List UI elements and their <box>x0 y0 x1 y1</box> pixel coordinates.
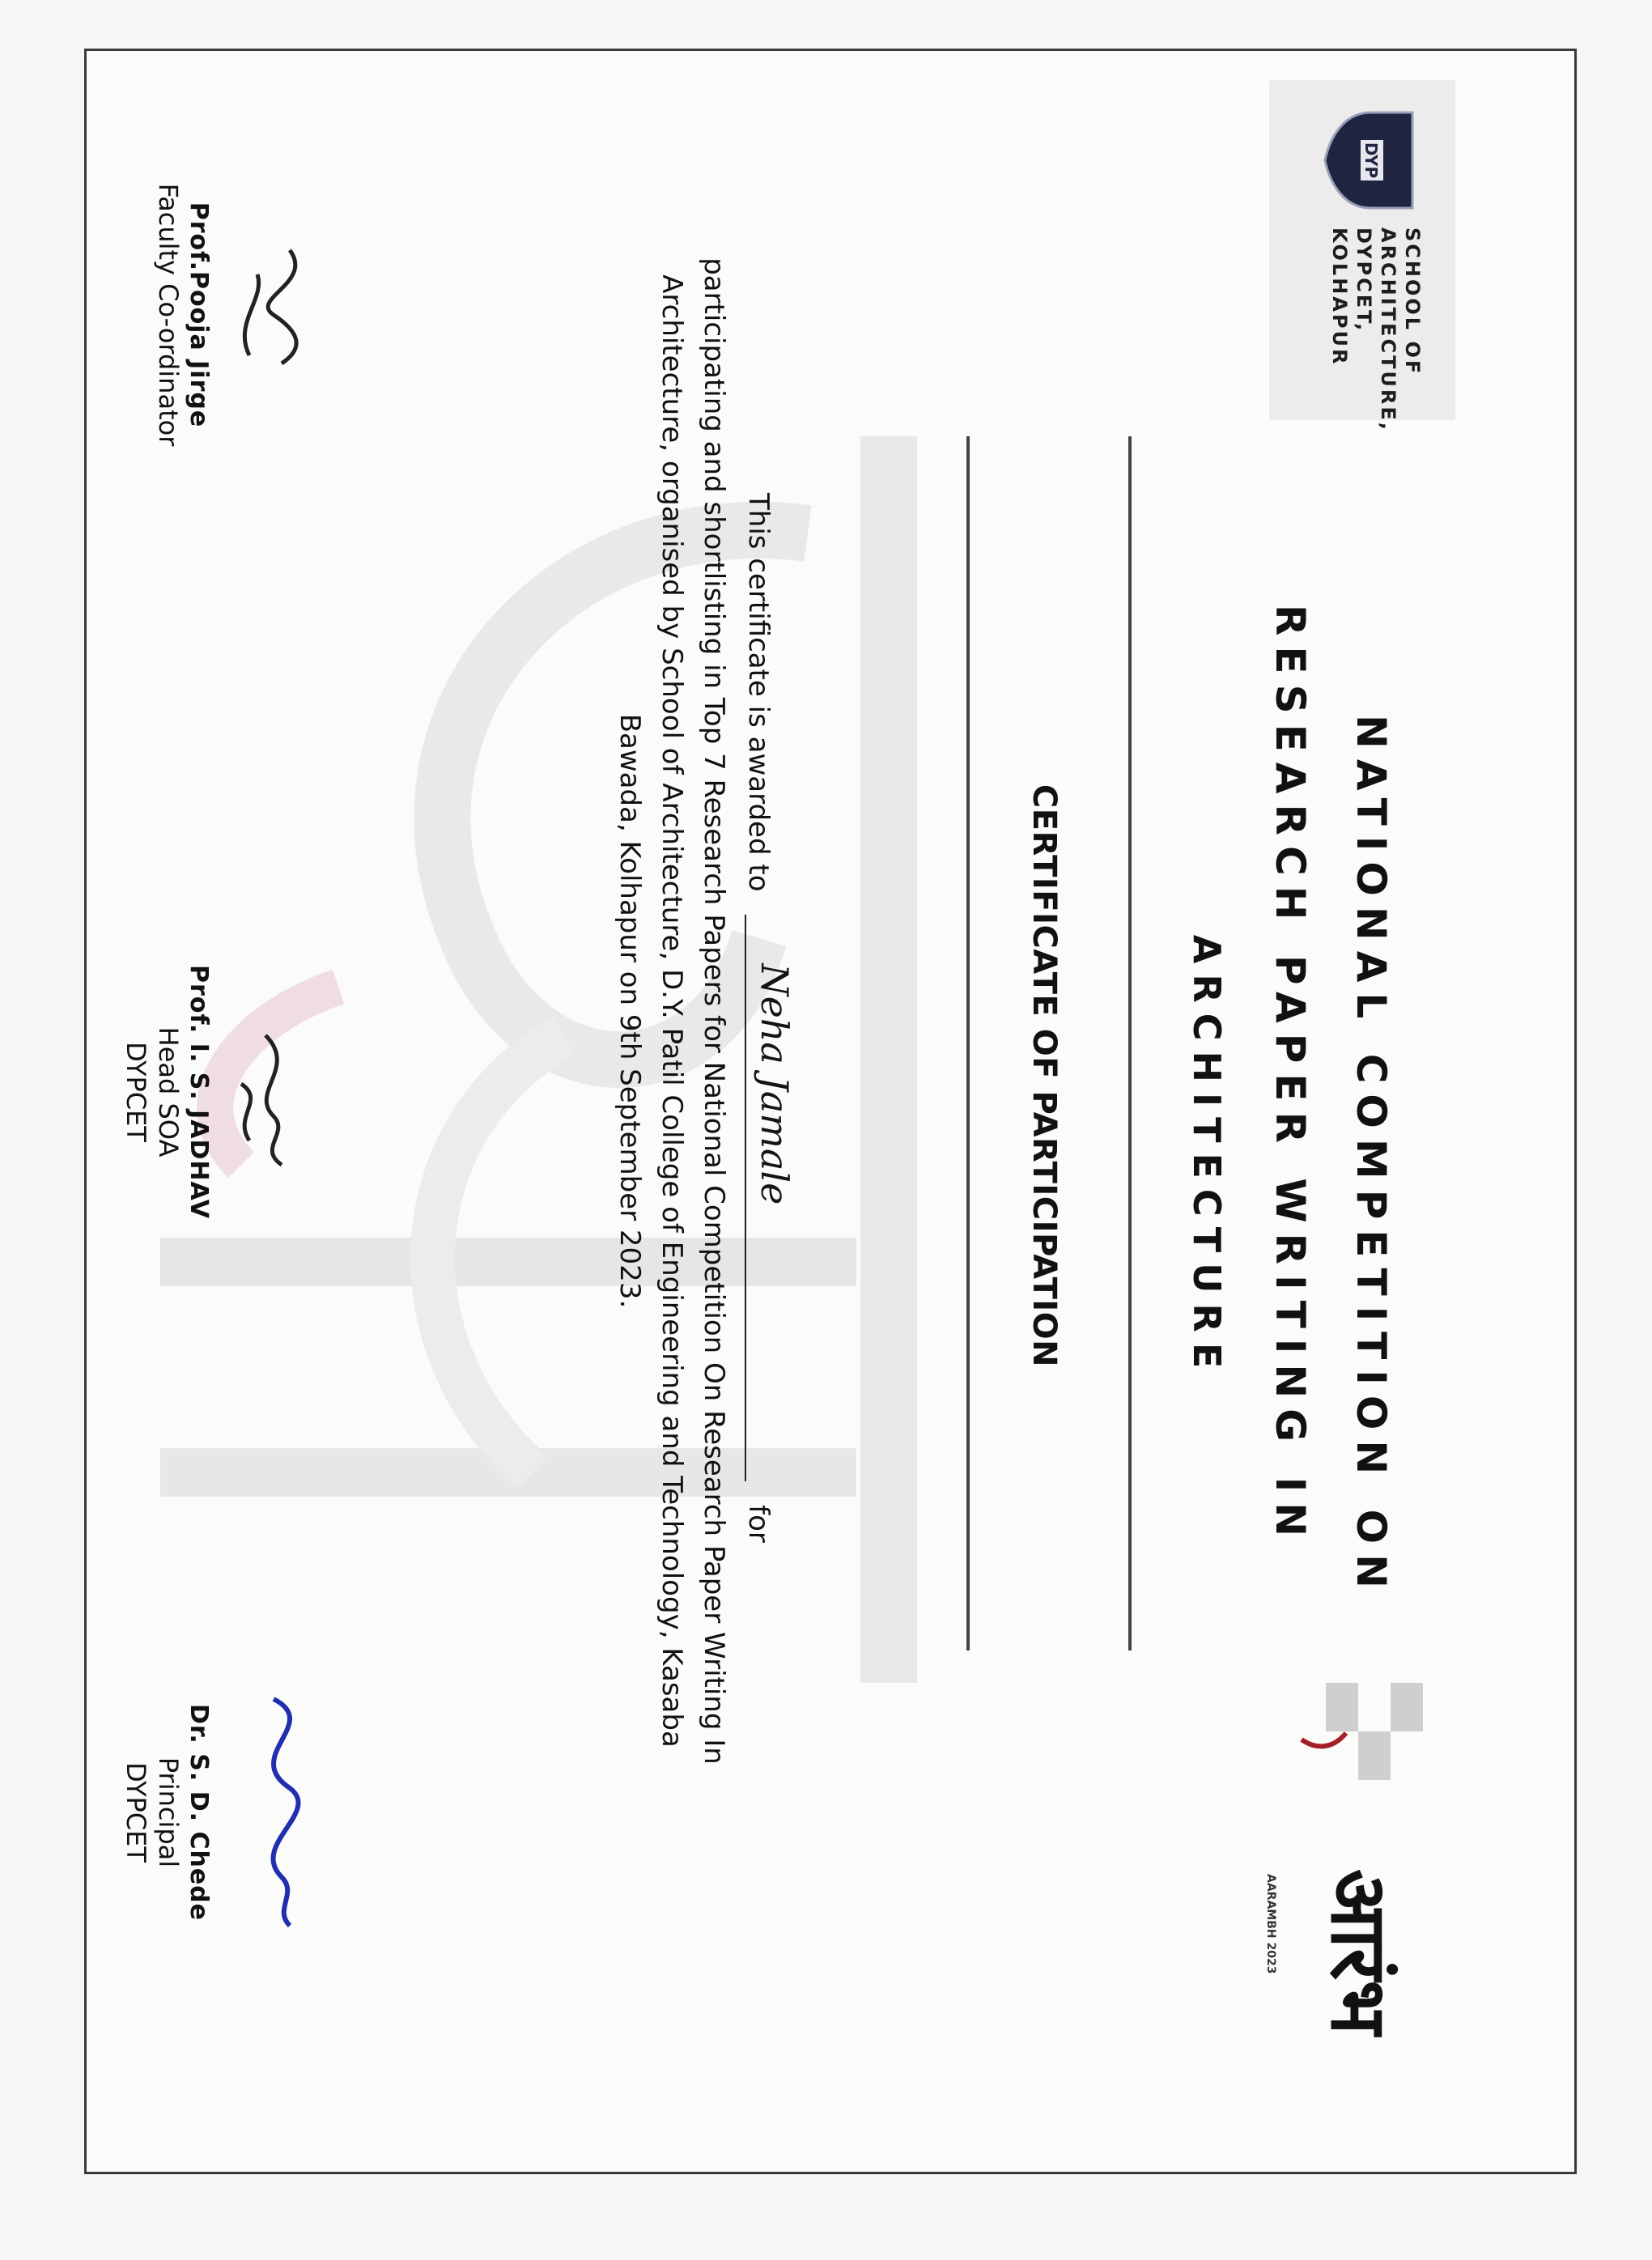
aarambh-logo-label: AARAMBH 2023 <box>1264 1874 1277 1974</box>
award-line <box>742 493 796 1788</box>
dyp-shield-logo <box>1323 104 1419 216</box>
principal-signature <box>217 1683 338 1942</box>
shield-text: DYP <box>1361 142 1381 179</box>
title-divider-top <box>1128 436 1132 1650</box>
aarambh-logo <box>1229 1869 1415 2071</box>
signatory-role: Faculty Co-ordinator <box>153 183 184 447</box>
certificate-type: CERTIFICATE OF PARTICIPATION <box>1026 784 1063 1368</box>
institution-name-line: ARCHITECTURE, <box>1377 227 1399 432</box>
signatory-role: DYPCET <box>121 1762 151 1863</box>
signatory-role: Head SOA <box>153 1026 184 1158</box>
award-description: participating and shortlisting in Top 7 Research Papers for National Competition On Research Paper Writing In Architecture, organised by School of Architecture, D.Y. Patil College of Engineering and Technology, Kasaba Bawada, Kolhapur on 9th September 2023. <box>614 257 730 1765</box>
aarambh-logo-text: आरंभ <box>1314 1869 1405 2035</box>
signatory-name: Prof.Pooja Jirge <box>185 202 213 428</box>
recipient-name-line <box>745 915 796 1481</box>
institution-name <box>1327 227 1425 432</box>
faculty-coordinator-signature <box>217 226 322 388</box>
signatory-role: DYPCET <box>121 1042 151 1142</box>
signatory-head-soa <box>120 922 213 1262</box>
recipient-name: Neha Jamale <box>753 963 796 1205</box>
award-prefix: This certificate is awarded to <box>742 493 775 892</box>
institution-name-line: DYPCET, <box>1353 227 1375 333</box>
institution-name-line: SCHOOL OF <box>1401 227 1424 376</box>
head-soa-signature <box>225 1019 314 1181</box>
signatory-role: Principal <box>153 1757 184 1868</box>
competition-title-line3: ARCHITECTURE <box>1185 934 1229 1379</box>
signatory-name: Dr. S. D. Chede <box>185 1704 213 1921</box>
competition-title-line2: RESEARCH PAPER WRITING IN <box>1267 604 1314 1548</box>
institution-name-line: KOLHAPUR <box>1328 227 1351 367</box>
award-suffix: for <box>742 1505 775 1543</box>
competition-title-line1: NATIONAL COMPETITION ON <box>1348 715 1395 1599</box>
signatory-name: Prof. I. S. JADHAV <box>185 965 213 1219</box>
signatory-principal <box>120 1683 213 1942</box>
title-divider-bottom <box>966 436 970 1650</box>
signatory-faculty-coordinator <box>152 129 213 501</box>
